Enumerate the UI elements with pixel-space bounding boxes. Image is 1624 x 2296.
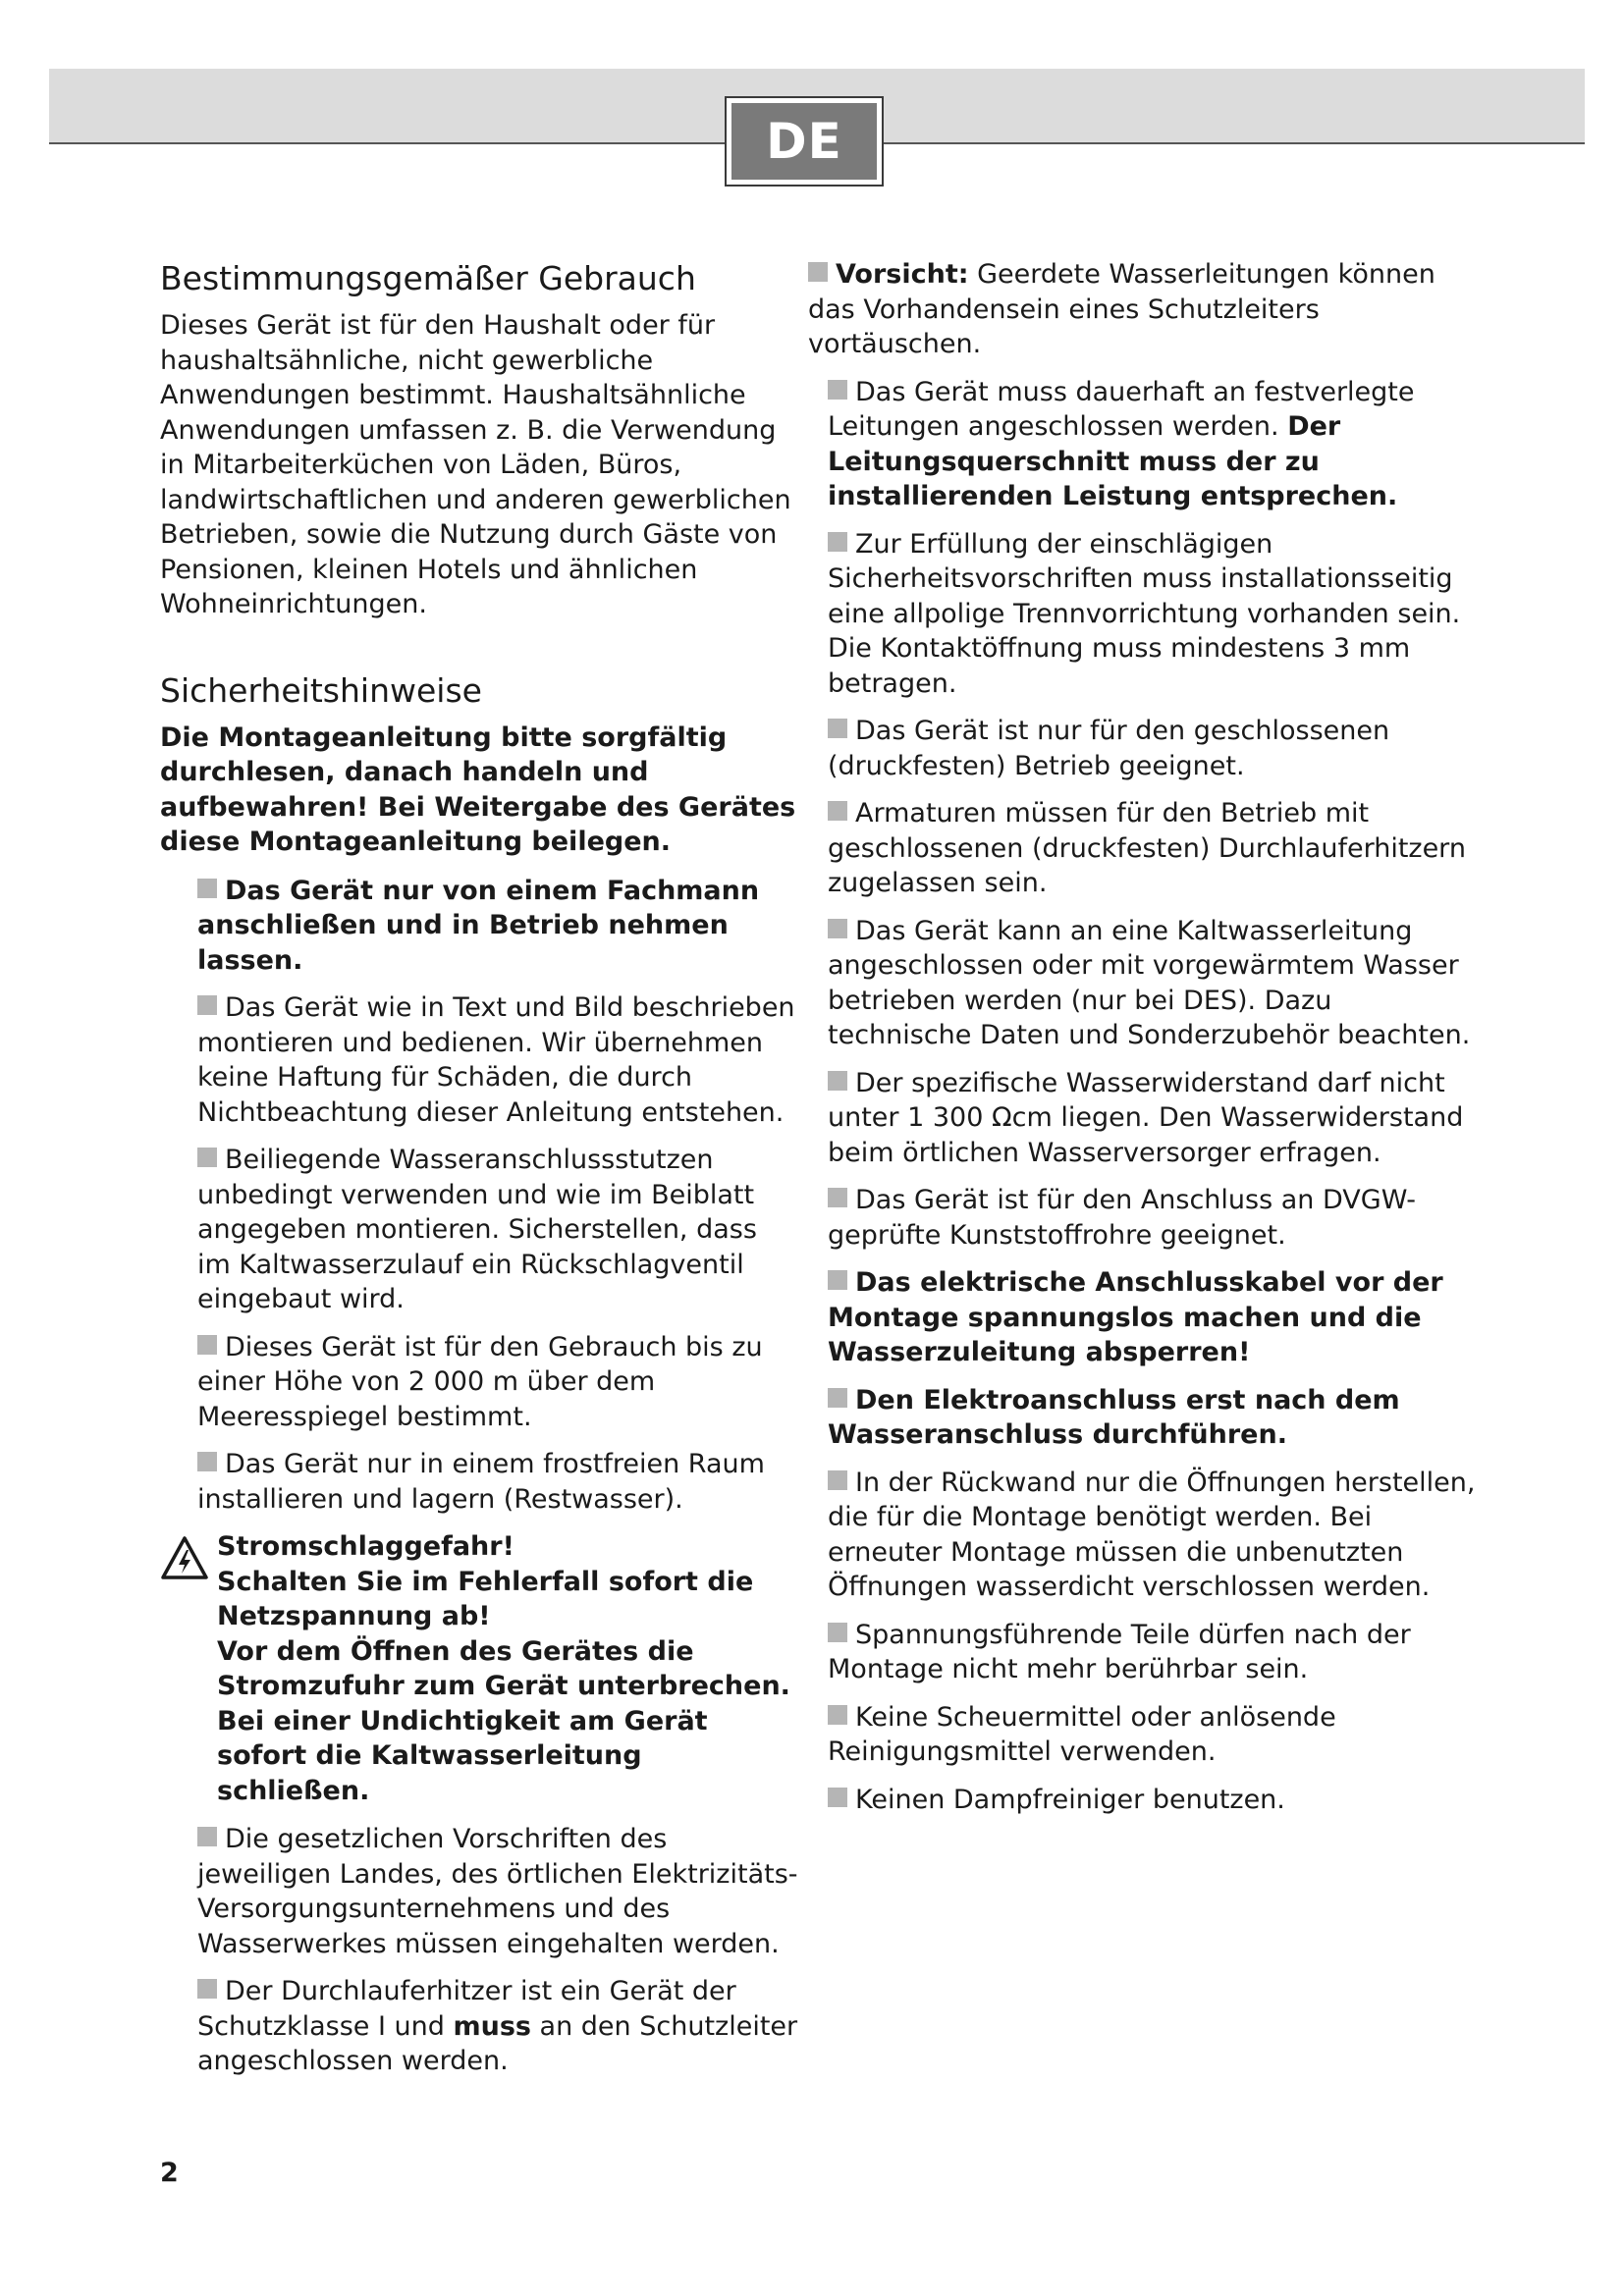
left-column <box>160 257 798 2092</box>
bullet-square-icon <box>197 1148 217 1167</box>
bullet-square-icon <box>828 801 847 821</box>
bullet-square-icon <box>197 1827 217 1846</box>
right-column <box>808 257 1476 1830</box>
list-item: Der spezifische Wasserwiderstand darf nicht unter 1 300 Ωcm liegen. Den Wasserwiderstand beim örtlichen Wasserversorger erfragen. <box>828 1067 1464 1168</box>
warning-line-1: Stromschlaggefahr! <box>217 1531 514 1562</box>
warning-line-4: Bei einer Undichtigkeit am Gerät sofort die Kaltwasserleitung schließen. <box>217 1705 708 1806</box>
bullet-square-icon <box>828 380 847 400</box>
list-item: Das Gerät muss dauerhaft an festverlegte Leitungen angeschlossen werden. Der Leitungsquerschnitt muss der zu installierenden Leistung entsprechen. <box>828 376 1415 511</box>
warning-triangle-icon <box>160 1529 217 1808</box>
list-item: Das elektrische Anschlusskabel vor der Montage spannungslos machen und die Wasserzuleitung absperren! <box>828 1267 1443 1367</box>
bullet-square-icon <box>828 719 847 738</box>
page-number: 2 <box>160 2158 179 2188</box>
electric-shock-warning <box>160 1529 798 1808</box>
bullet-square-icon <box>197 1452 217 1471</box>
list-item: In der Rückwand nur die Öffnungen herstellen, die für die Montage benötigt werden. Bei erneuter Montage müssen die unbenutzten Öffnungen wasserdicht verschlossen werden. <box>828 1467 1476 1602</box>
list-item: Den Elektroanschluss erst nach dem Wasseranschluss durchführen. <box>828 1384 1400 1450</box>
bullet-square-icon <box>828 1705 847 1725</box>
warning-line-3: Vor dem Öffnen des Gerätes die Stromzufuhr zum Gerät unterbrechen. <box>217 1635 790 1701</box>
bullet-square-icon <box>197 879 217 898</box>
bullet-square-icon <box>828 1071 847 1091</box>
language-badge <box>725 96 884 187</box>
section-title-intended-use: Bestimmungsgemäßer Gebrauch <box>160 259 696 297</box>
list-item: Das Gerät nur in einem frostfreien Raum installieren und lagern (Restwasser). <box>197 1449 765 1515</box>
list-item: Das Gerät wie in Text und Bild beschrieben montieren und bedienen. Wir übernehmen keine Haftung für Schäden, die durch Nichtbeachtung dieser Anleitung entstehen. <box>197 992 795 1128</box>
list-item: Der Durchlauferhitzer ist ein Gerät der Schutzklasse I und muss an den Schutzleiter angeschlossen werden. <box>197 1976 798 2076</box>
bullet-square-icon <box>197 1335 217 1355</box>
bullet-square-icon <box>828 919 847 938</box>
language-badge-label: DE <box>731 103 877 180</box>
bullet-square-icon <box>828 1188 847 1207</box>
section-title-safety: Sicherheitshinweise <box>160 670 482 710</box>
bullet-square-icon <box>828 1270 847 1290</box>
list-item: Armaturen müssen für den Betrieb mit geschlossenen (druckfesten) Durchlauferhitzern zugelassen sein. <box>828 798 1466 898</box>
bullet-square-icon <box>828 1788 847 1807</box>
bullet-square-icon <box>197 995 217 1015</box>
list-item: Das Gerät ist für den Anschluss an DVGW-geprüfte Kunststoffrohre geeignet. <box>828 1185 1417 1251</box>
list-item: Das Gerät ist nur für den geschlossenen (druckfesten) Betrieb geeignet. <box>828 716 1390 781</box>
list-item: Das Gerät kann an eine Kaltwasserleitung angeschlossen oder mit vorgewärmtem Wasser betrieben werden (nur bei DES). Dazu technische Daten und Sonderzubehör beachten. <box>828 915 1471 1050</box>
bullet-square-icon <box>808 262 828 282</box>
list-item: Keinen Dampfreiniger benutzen. <box>828 1783 1476 1818</box>
list-item: Keine Scheuermittel oder anlösende Reinigungsmittel verwenden. <box>828 1701 1336 1767</box>
bullet-square-icon <box>828 1388 847 1408</box>
warning-line-2: Schalten Sie im Fehlerfall sofort die Netzspannung ab! <box>217 1566 754 1631</box>
list-item: Beiliegende Wasseranschlussstutzen unbedingt verwenden und wie im Beiblatt angegeben montieren. Sicherstellen, dass im Kaltwasserzulauf ein Rückschlagventil eingebaut wird. <box>197 1145 757 1314</box>
intended-use-paragraph: Dieses Gerät ist für den Haushalt oder für haushaltsähnliche, nicht gewerbliche Anwendungen bestimmt. Haushaltsähnliche Anwendungen umfassen z. B. die Verwendung in Mitarbeiterküchen von Läden, Büros, landwirtschaftlichen und anderen gewerblichen Betrieben, sowie die Nutzung durch Gäste von Pensionen, kleinen Hotels und ähnlichen Wohneinrichtungen. <box>160 310 791 619</box>
list-item: Vorsicht: Geerdete Wasserleitungen können das Vorhandensein eines Schutzleiters vortäuschen. <box>808 259 1435 359</box>
list-item: Zur Erfüllung der einschlägigen Sicherheitsvorschriften muss installationsseitig eine allpolige Trennvorrichtung vorhanden sein. Die Kontaktöffnung muss mindestens 3 mm betragen. <box>828 528 1461 699</box>
bullet-square-icon <box>828 532 847 552</box>
list-item: Spannungsführende Teile dürfen nach der Montage nicht mehr berührbar sein. <box>828 1619 1411 1684</box>
list-item: Die gesetzlichen Vorschriften des jeweiligen Landes, des örtlichen Elektrizitäts-Versorgungsunternehmens und des Wasserwerkes müssen eingehalten werden. <box>197 1824 798 1959</box>
safety-lead-paragraph: Die Montageanleitung bitte sorgfältig durchlesen, danach handeln und aufbewahren! Bei Weitergabe des Gerätes diese Montageanleitung beilegen. <box>160 721 796 857</box>
list-item: Dieses Gerät ist für den Gebrauch bis zu einer Höhe von 2 000 m über dem Meeresspiegel bestimmt. <box>197 1331 763 1432</box>
bullet-square-icon <box>197 1979 217 1999</box>
bullet-square-icon <box>828 1623 847 1642</box>
bullet-square-icon <box>828 1470 847 1490</box>
list-item: Das Gerät nur von einem Fachmann anschließen und in Betrieb nehmen lassen. <box>197 875 760 976</box>
